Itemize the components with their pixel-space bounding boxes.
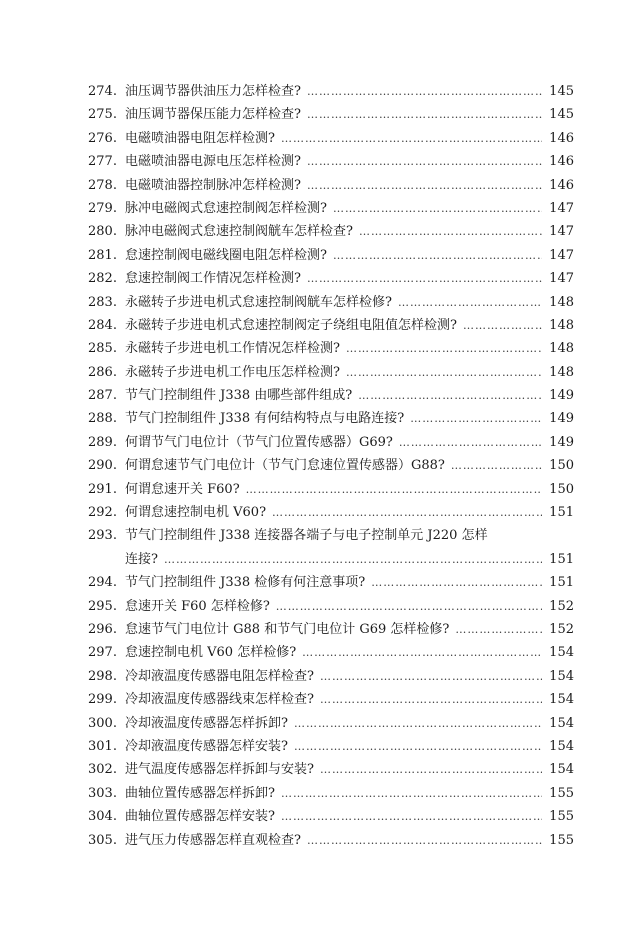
toc-entry-number: 275. [88, 107, 117, 123]
toc-entry [88, 782, 574, 805]
toc-entry-title: 脉冲电磁阀式怠速控制阀怎样检测? [125, 200, 327, 216]
toc-leader-dots [281, 805, 542, 828]
toc-entry-number: 291. [88, 481, 117, 497]
toc-entry-page: 149 [549, 411, 574, 427]
toc-entry-title: 何谓怠速开关 F60? [125, 481, 240, 497]
toc-entry [88, 127, 574, 150]
toc-entry-page: 148 [549, 294, 574, 310]
toc-leader-dots [346, 337, 542, 360]
toc-entry-page: 146 [549, 177, 574, 193]
toc-leader-dots [307, 174, 542, 197]
toc-entry [88, 688, 574, 711]
toc-entry [88, 220, 574, 243]
toc-entry-page: 145 [549, 84, 574, 99]
toc-entry-page: 150 [549, 458, 574, 474]
toc-entry-number: 281. [88, 247, 117, 263]
toc-entry-number: 276. [88, 130, 117, 146]
toc-entry [88, 829, 574, 852]
toc-leader-dots [307, 267, 542, 290]
toc-entry-title: 脉冲电磁阀式怠速控制阀觥车怎样检查? [125, 224, 353, 240]
toc-entry-title: 何谓节气门电位计（节气门位置传感器）G69? [125, 434, 393, 450]
toc-entry-page: 148 [549, 341, 574, 357]
toc-leader-dots [333, 197, 542, 220]
toc-entry-title: 冷却液温度传感器线束怎样检查? [125, 692, 314, 708]
toc-entry-title: 曲轴位置传感器怎样拆卸? [125, 785, 275, 801]
toc-entry-continuation [88, 548, 574, 571]
toc-entry-page: 147 [549, 200, 574, 216]
toc-entry-title: 怠速节气门电位计 G88 和节气门电位计 G69 怎样检修? [125, 621, 450, 637]
toc-entry [88, 618, 574, 641]
toc-entry [88, 103, 574, 126]
toc-entry-page: 146 [549, 154, 574, 170]
toc-leader-dots [272, 501, 542, 524]
toc-entry [88, 735, 574, 758]
toc-entry-page: 149 [549, 388, 574, 404]
toc-entry-number: 285. [88, 341, 117, 357]
toc-entry-title: 怠速控制阀电磁线圈电阻怎样检测? [125, 247, 327, 263]
toc-entry-title: 油压调节器保压能力怎样检查? [125, 107, 301, 123]
toc-entry-page: 154 [549, 668, 574, 684]
toc-entry-number: 294. [88, 575, 117, 591]
toc-entry-number: 296. [88, 621, 117, 637]
toc-entry-number: 289. [88, 434, 117, 450]
toc-entry-number: 282. [88, 271, 117, 287]
toc-leader-dots [320, 758, 542, 781]
toc-entry-number: 287. [88, 388, 117, 404]
toc-entry [88, 361, 574, 384]
toc-entry-number: 300. [88, 715, 117, 731]
toc-entry [88, 267, 574, 290]
toc-entry-title: 节气门控制组件 J338 由哪些部件组成? [125, 388, 353, 404]
toc-entry-page: 152 [549, 621, 574, 637]
toc-leader-dots [307, 103, 542, 126]
toc-entry [88, 805, 574, 828]
toc-entry-title: 永磁转子步进电机工作情况怎样检测? [125, 341, 340, 357]
toc-entry-number: 298. [88, 668, 117, 684]
toc-entry [88, 244, 574, 267]
toc-entry-page: 155 [549, 809, 574, 825]
toc-entry [88, 641, 574, 664]
toc-entry-title: 何谓怠速节气门电位计（节气门怠速位置传感器）G88? [125, 458, 445, 474]
toc-entry-title: 永磁转子步进电机工作电压怎样检测? [125, 364, 340, 380]
toc-leader-dots [359, 220, 542, 243]
toc-entry [88, 665, 574, 688]
toc-entry-number: 302. [88, 762, 117, 778]
toc-entry [88, 150, 574, 173]
toc-entry-number: 279. [88, 200, 117, 216]
toc-entry-number: 288. [88, 411, 117, 427]
toc-entry-page: 152 [549, 598, 574, 614]
toc-leader-dots [451, 454, 542, 477]
toc-entry-title: 何谓怠速控制电机 V60? [125, 505, 267, 521]
toc-entry-number: 297. [88, 645, 117, 661]
toc-leader-dots [281, 127, 542, 150]
toc-entry-number: 293. [88, 528, 117, 544]
toc-leader-dots [399, 431, 542, 454]
toc-entry [88, 80, 574, 103]
toc-entry-number: 284. [88, 317, 117, 333]
toc-leader-dots [455, 618, 542, 641]
toc-leader-dots [276, 595, 542, 618]
toc-entry-number: 292. [88, 505, 117, 521]
toc-leader-dots [346, 361, 542, 384]
toc-entry-page: 147 [549, 247, 574, 263]
toc-leader-dots [246, 478, 542, 501]
toc-leader-dots [320, 688, 542, 711]
table-of-contents [88, 80, 574, 852]
toc-entry-number: 299. [88, 692, 117, 708]
toc-entry-title: 节气门控制组件 J338 检修有何注意事项? [125, 575, 366, 591]
toc-entry-title: 怠速开关 F60 怎样检修? [125, 598, 270, 614]
toc-entry-title-continued: 连接? [125, 551, 158, 567]
toc-entry [88, 454, 574, 477]
toc-entry-title: 节气门控制组件 J338 连接器各端子与电子控制单元 J220 怎样 [125, 528, 488, 544]
toc-leader-dots [294, 712, 542, 735]
toc-leader-dots [371, 571, 542, 594]
toc-leader-dots [164, 548, 542, 571]
toc-leader-dots [307, 150, 542, 173]
toc-entry-title: 怠速控制电机 V60 怎样检修? [125, 645, 297, 661]
toc-leader-dots [302, 641, 542, 664]
toc-leader-dots [281, 782, 542, 805]
toc-entry-page: 148 [549, 364, 574, 380]
toc-entry-page: 151 [549, 551, 574, 567]
toc-leader-dots [333, 244, 542, 267]
toc-entry-page: 154 [549, 645, 574, 661]
toc-entry-page: 154 [549, 692, 574, 708]
toc-entry-title: 电磁喷油器电阻怎样检测? [125, 130, 275, 146]
toc-entry-title: 油压调节器供油压力怎样检查? [125, 84, 301, 99]
toc-entry-number: 304. [88, 809, 117, 825]
toc-entry-number: 301. [88, 738, 117, 754]
toc-entry-title: 永磁转子步进电机式怠速控制阀定子绕组电阻值怎样检测? [125, 317, 457, 333]
toc-entry-title: 冷却液温度传感器怎样安装? [125, 738, 288, 754]
toc-entry-number: 305. [88, 832, 117, 848]
toc-leader-dots [320, 665, 542, 688]
toc-entry-number: 277. [88, 154, 117, 170]
toc-leader-dots [307, 829, 542, 852]
toc-entry-number: 280. [88, 224, 117, 240]
toc-entry-page: 155 [549, 832, 574, 848]
toc-leader-dots [294, 735, 542, 758]
toc-entry-title: 永磁转子步进电机式怠速控制阀觥车怎样检修? [125, 294, 392, 310]
toc-entry-page: 151 [549, 505, 574, 521]
toc-entry-number: 283. [88, 294, 117, 310]
toc-leader-dots [358, 384, 542, 407]
toc-entry [88, 314, 574, 337]
toc-entry-page: 146 [549, 130, 574, 146]
toc-entry [88, 595, 574, 618]
toc-leader-dots [410, 407, 542, 430]
toc-entry-page: 149 [549, 434, 574, 450]
toc-entry [88, 478, 574, 501]
toc-entry [88, 291, 574, 314]
toc-entry [88, 758, 574, 781]
toc-entry [88, 571, 574, 594]
toc-entry-number: 290. [88, 458, 117, 474]
toc-entry [88, 197, 574, 220]
toc-entry-page: 150 [549, 481, 574, 497]
toc-entry-page: 155 [549, 785, 574, 801]
toc-entry-number: 303. [88, 785, 117, 801]
toc-entry-number: 295. [88, 598, 117, 614]
toc-entry-page: 151 [549, 575, 574, 591]
toc-entry-number: 274. [88, 84, 117, 99]
toc-entry-number: 286. [88, 364, 117, 380]
toc-entry-page: 154 [549, 762, 574, 778]
toc-entry-page: 147 [549, 224, 574, 240]
toc-entry [88, 524, 574, 547]
toc-entry-title: 电磁喷油器电源电压怎样检测? [125, 154, 301, 170]
toc-entry [88, 712, 574, 735]
toc-entry-title: 进气温度传感器怎样拆卸与安装? [125, 762, 314, 778]
toc-entry-title: 冷却液温度传感器电阻怎样检查? [125, 668, 314, 684]
toc-entry-title: 曲轴位置传感器怎样安装? [125, 809, 275, 825]
toc-entry-page: 154 [549, 715, 574, 731]
toc-entry [88, 501, 574, 524]
toc-leader-dots [398, 291, 542, 314]
toc-entry [88, 174, 574, 197]
toc-entry [88, 407, 574, 430]
toc-entry-title: 节气门控制组件 J338 有何结构特点与电路连接? [125, 411, 405, 427]
toc-leader-dots [307, 80, 542, 103]
toc-entry [88, 384, 574, 407]
toc-entry [88, 431, 574, 454]
toc-entry-page: 154 [549, 738, 574, 754]
toc-entry-page: 145 [549, 107, 574, 123]
toc-entry-title: 冷却液温度传感器怎样拆卸? [125, 715, 288, 731]
toc-entry-title: 电磁喷油器控制脉冲怎样检测? [125, 177, 301, 193]
toc-entry-page: 148 [549, 317, 574, 333]
toc-leader-dots [463, 314, 542, 337]
toc-entry [88, 337, 574, 360]
toc-entry-title: 怠速控制阀工作情况怎样检测? [125, 271, 301, 287]
toc-entry-page: 147 [549, 271, 574, 287]
toc-entry-number: 278. [88, 177, 117, 193]
toc-entry-title: 进气压力传感器怎样直观检查? [125, 832, 301, 848]
